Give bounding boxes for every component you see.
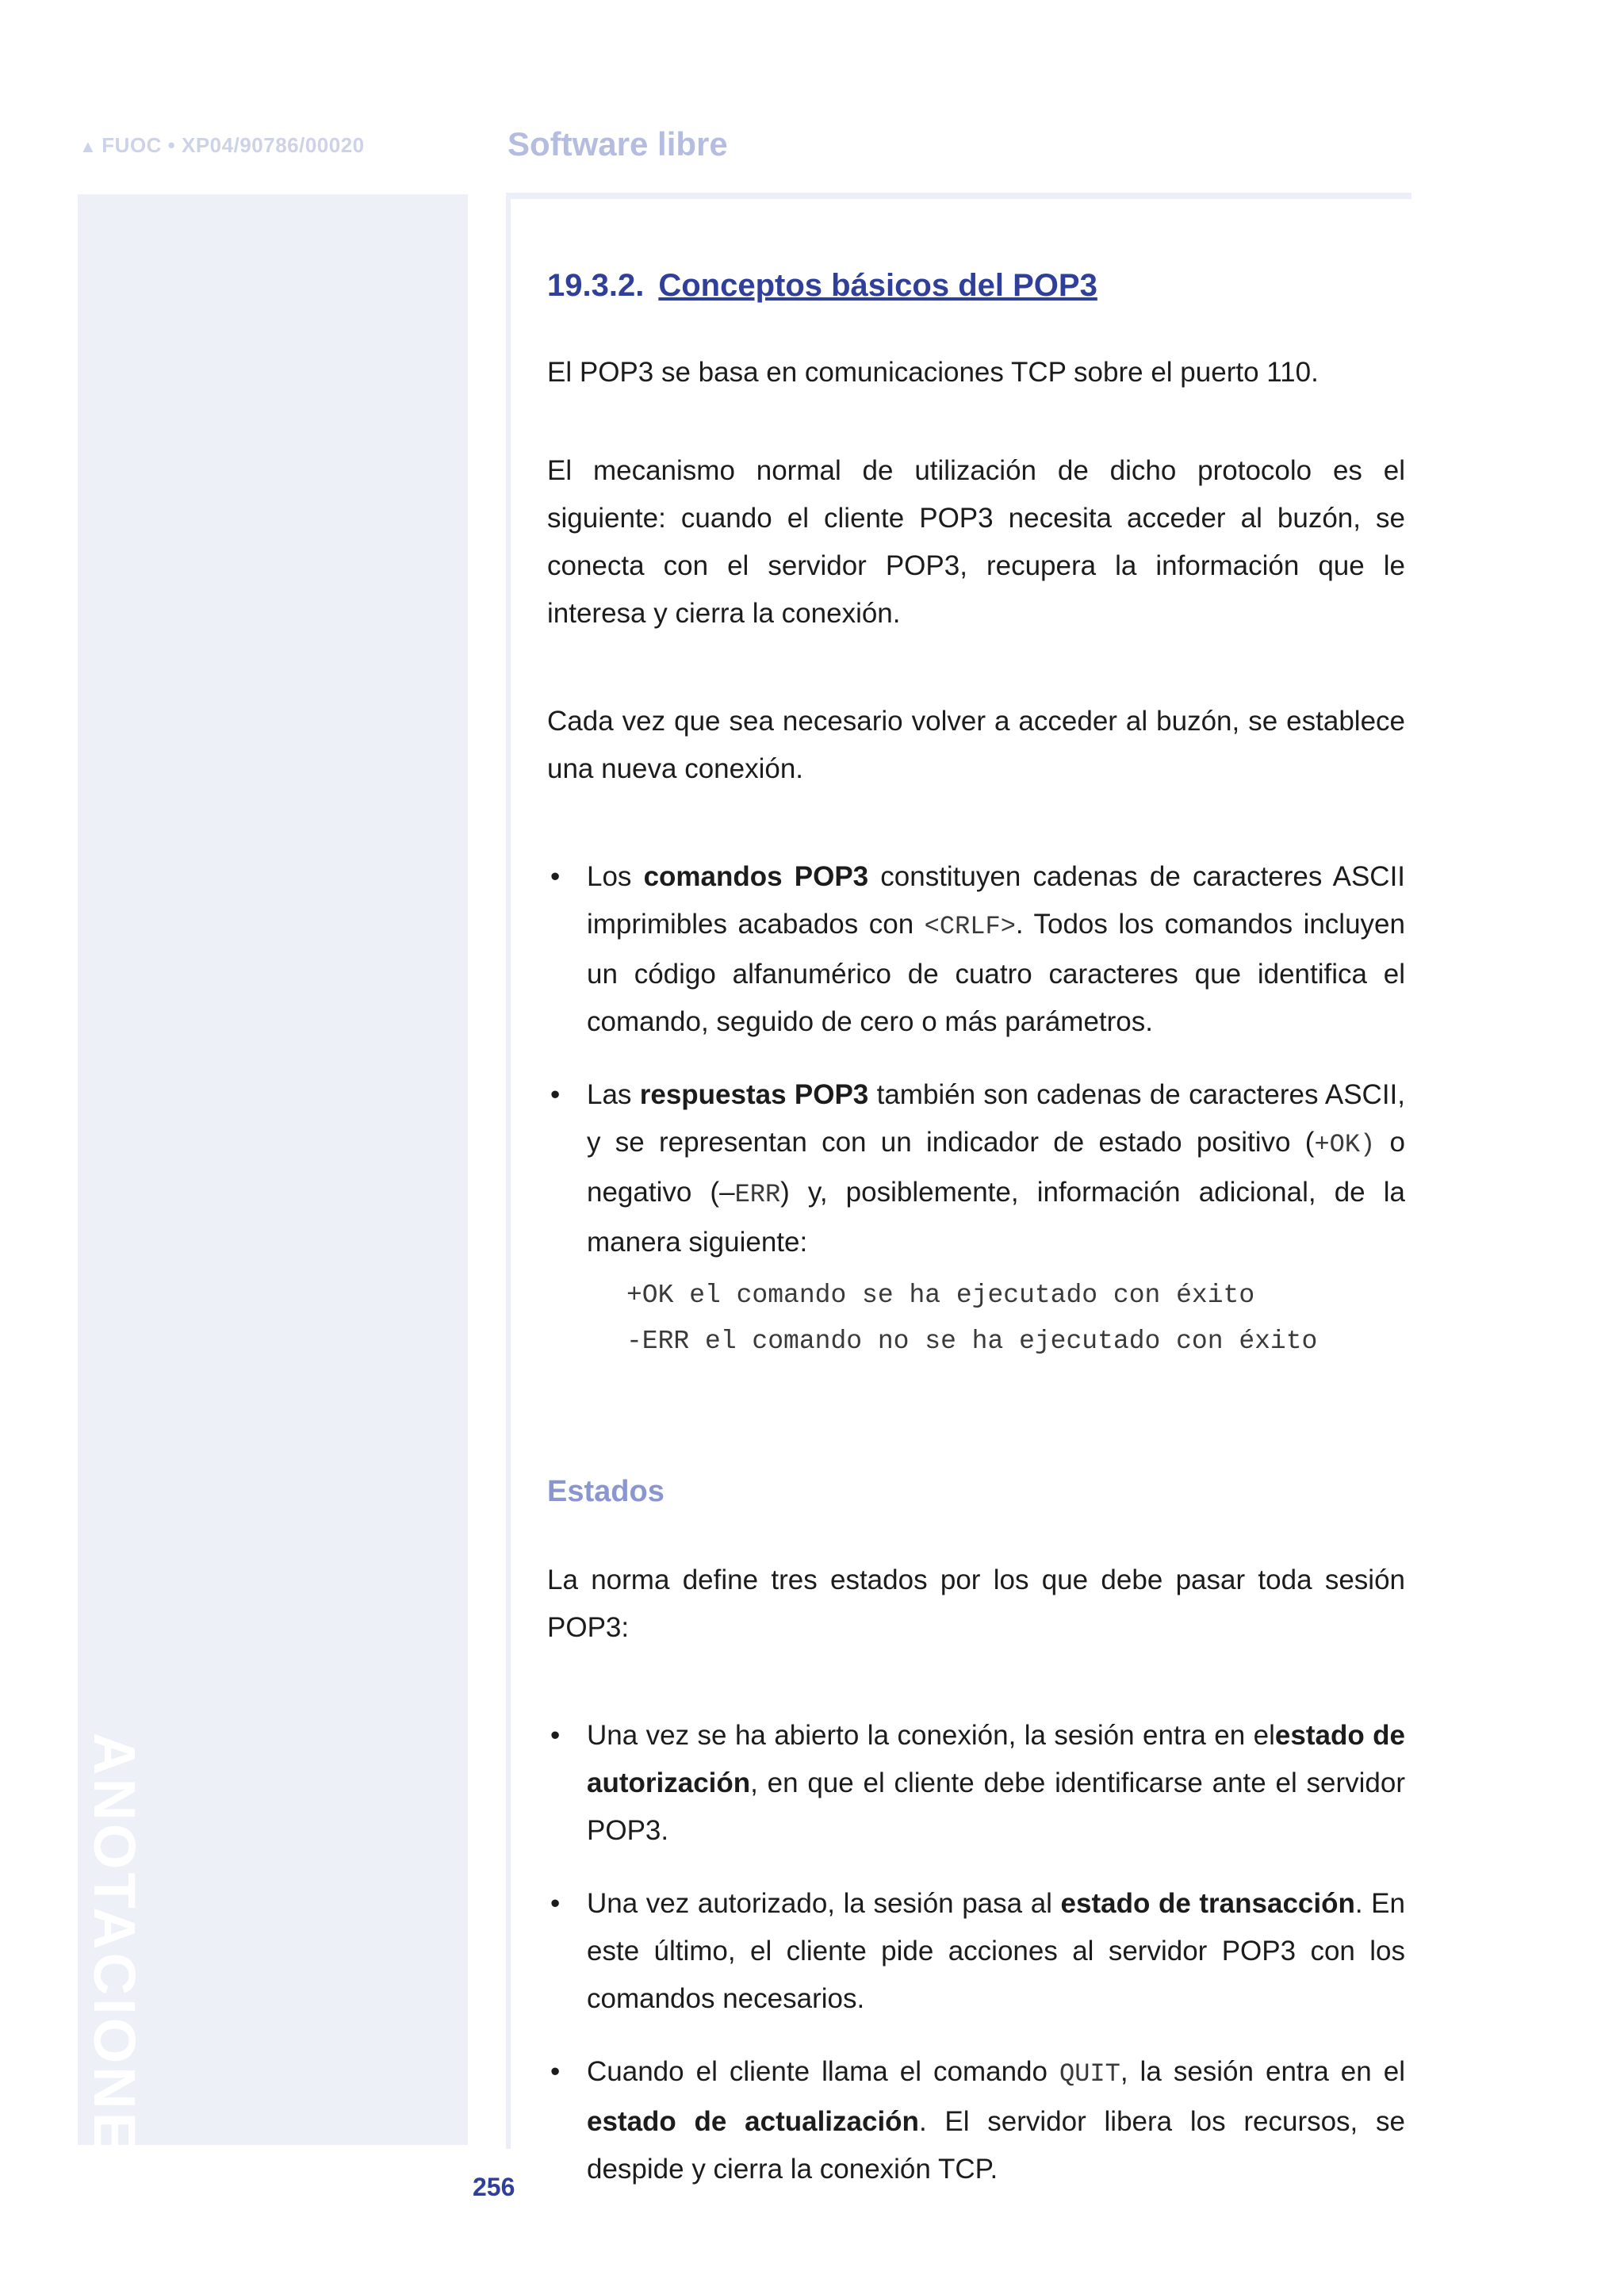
annotations-label-text: ANOTACIONES xyxy=(82,1733,147,2197)
list-item: • Una vez se ha abierto la conexión, la sesión entra en elestado de autorización, en que el cliente debe identificarse ante el servidor POP3. xyxy=(547,1712,1405,1855)
code-quit: QUIT xyxy=(1059,2059,1120,2089)
bullet-list-2 xyxy=(547,1712,1405,2193)
code-ok: +OK) xyxy=(1314,1130,1376,1159)
term-actualizacion: estado de actualización xyxy=(587,2106,919,2137)
section-number: 19.3.2. xyxy=(547,268,645,303)
annotations-label xyxy=(78,1733,147,2197)
paragraph-3: Cada vez que sea necesario volver a acceder al buzón, se establece una nueva conexión. xyxy=(547,706,1405,784)
term-comandos: comandos POP3 xyxy=(643,861,869,892)
content-left-border xyxy=(506,193,511,2149)
list-item: • Una vez autorizado, la sesión pasa al estado de transacción. En este último, el cliente pide acciones al servidor POP3 con los comandos necesarios. xyxy=(547,1880,1405,2023)
header-reference xyxy=(79,133,365,158)
code-block xyxy=(626,1273,1405,1365)
code-err: ERR xyxy=(734,1180,781,1209)
paragraph-1: El POP3 se basa en comunicaciones TCP sobre el puerto 110. xyxy=(547,357,1319,388)
main-content xyxy=(547,262,1405,2219)
term-autorizacion: estado de autorización xyxy=(587,1720,1405,1798)
list-item: • Cuando el cliente llama el comando QUIT, la sesión entra en el estado de actualización. El servidor libera los recursos, se despide y cierra la conexión TCP. xyxy=(547,2048,1405,2193)
code-line: +OK el comando se ha ejecutado con éxito xyxy=(626,1281,1255,1310)
list-item: • Las respuestas POP3 también son cadenas de caracteres ASCII, y se representan con un indicador de estado positivo (+OK) o negativo (–ERR) y, posiblemente, información adicional, de la manera siguiente: +OK el comando se ha ejecutado con éxito -ERR el comando no se ha ejecutado con éxito xyxy=(547,1071,1405,1365)
header-reference-text: FUOC • XP04/90786/00020 xyxy=(102,133,365,157)
paragraph-4: La norma define tres estados por los que debe pasar toda sesión POP3: xyxy=(547,1564,1405,1643)
uoc-logo-icon: ▲ xyxy=(79,136,98,156)
term-transaccion: estado de transacción xyxy=(1060,1888,1355,1919)
subsection-heading: Estados xyxy=(547,1475,665,1508)
header-title: Software libre xyxy=(508,125,728,163)
paragraph-2: El mecanismo normal de utilización de dicho protocolo es el siguiente: cuando el cliente POP3 necesita acceder al buzón, se conecta con el servidor POP3, recupera la información que le interesa y cierra la conexión. xyxy=(547,455,1405,629)
code-line: -ERR el comando no se ha ejecutado con éxito xyxy=(626,1327,1318,1356)
content-top-border xyxy=(506,193,1411,199)
section-title: Conceptos básicos del POP3 xyxy=(658,268,1097,303)
bullet-list-1 xyxy=(547,853,1405,1365)
section-heading xyxy=(547,262,1405,309)
page-number: 256 xyxy=(473,2173,515,2201)
code-crlf: <CRLF> xyxy=(924,912,1016,941)
term-respuestas: respuestas POP3 xyxy=(639,1079,869,1110)
list-item: • Los comandos POP3 constituyen cadenas de caracteres ASCII imprimibles acabados con <CRLF>. Todos los comandos incluyen un código alfanumérico de cuatro caracteres que identifica el comando, seguido de cero o más parámetros. xyxy=(547,853,1405,1046)
